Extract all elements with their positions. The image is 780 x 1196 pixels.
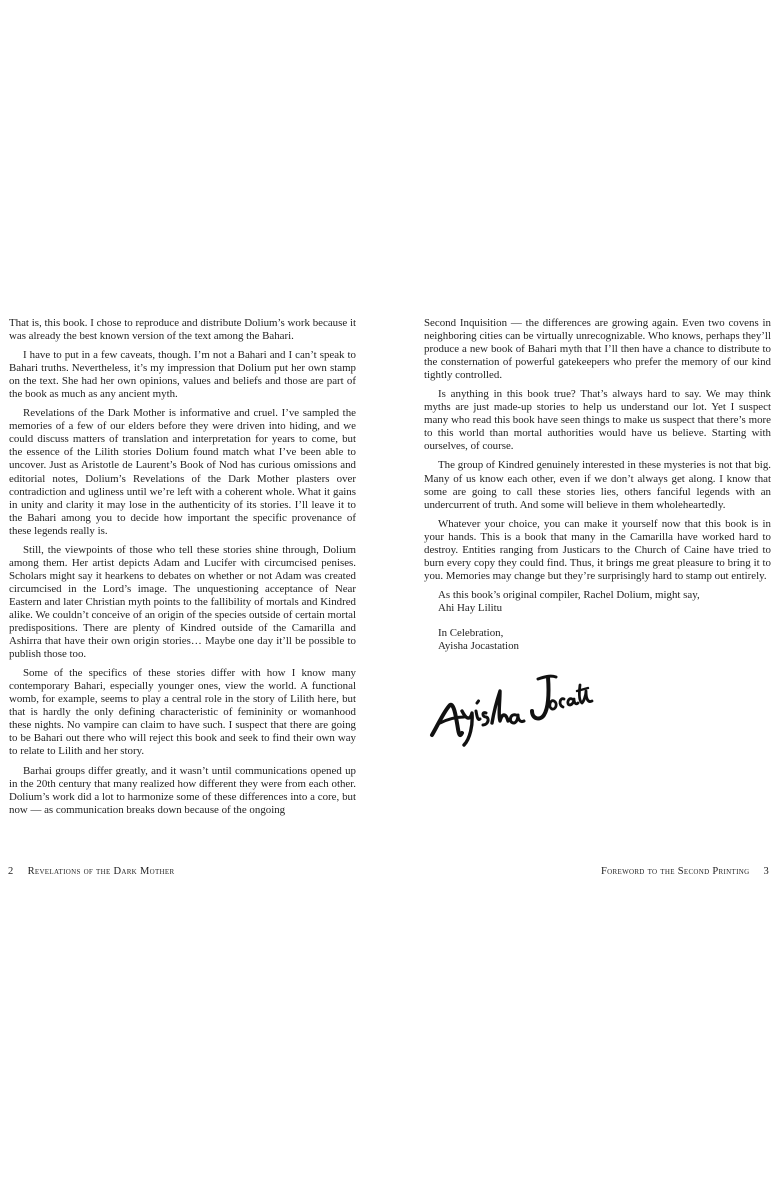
page-number: 2 [8, 866, 14, 877]
signature [426, 655, 596, 747]
paragraph: Some of the specifics of these stories differ with how I know many contemporary Bahari, especially younger ones, view the world. A functional womb, for example, seems to play a central role in the story of Lilith here, but that is hardly the only defining characteristic of femininity or womanhood these nights. No vampire can claim to have such. I suspect that there are going to be Bahari out there who will reject this book and seek to find their own way to relate to Lilith and her story. [9, 667, 356, 758]
paragraph: Is anything in this book true? That’s always hard to say. We may think myths are just made-up stories to help us understand our lot. Yet I suspect many who read this book have seen things to make us suspect that there’s more to this world than mortal authorities would have us believe. Starting with ourselves, of course. [424, 388, 771, 453]
paragraph-continuation: Second Inquisition — the differences are growing again. Even two covens in neighboring cities can be virtually unrecognizable. Who knows, perhaps they’ll produce a new book of Bahari myth that I’ll then have a chance to distribute to the consternation of powerful gatekeepers who prefer the memory of our kind tightly controlled. [424, 317, 771, 382]
paragraph: Still, the viewpoints of those who tell these stories shine through, Dolium among them. Her artist depicts Adam and Lucifer with circumcised penises. Scholars might say it hearkens to debates on whether or not Adam was created circumcised in the Lord’s image. The unquestioning acceptance of Near Eastern and later Christian myth points to the fallibility of mortals and Kindred alike. We couldn’t conceive of an origin of the species outside of certain mortal predispositions. There are plenty of Kindred outside of the Camarilla and Ashirra that have their own origin stories… Maybe one day it’ll be possible to publish those too. [9, 543, 356, 661]
left-page-footer [8, 866, 174, 877]
left-page-text [9, 317, 356, 823]
paragraph: The group of Kindred genuinely interested in these mysteries is not that big. Many of us know each other, even if we don’t always get along. I know that some are going to call these stories lies, others fanciful legends with an undercurrent of truth. And some will believe in them wholeheartedly. [424, 459, 771, 511]
right-page-text [424, 317, 771, 747]
paragraph: That is, this book. I chose to reproduce and distribute Dolium’s work because it was already the best known version of the text among the Bahari. [9, 317, 356, 343]
running-head: Revelations of the Dark Mother [27, 866, 175, 877]
closing-phrase: Ahi Hay Lilitu [438, 601, 503, 614]
running-head: Foreword to the Second Printing [601, 866, 750, 877]
paragraph: Whatever your choice, you can make it yourself now that this book is in your hands. This is a book that many in the Camarilla have worked hard to destroy. Entities ranging from Justicars to the Church of Caine have tried to burn every copy they could find. Thus, it brings me great pleasure to bring it to you. Memories may change but they’re surprisingly hard to stamp out entirely. [424, 517, 771, 582]
paragraph: Barhai groups differ greatly, and it wasn’t until communications opened up in the 20th century that many realized how different they were from each other. Dolium’s work did a lot to harmonize some of these differences into a core, but now — as communication breaks down because of the ongoing [9, 764, 356, 816]
closing-line: In Celebration, [438, 626, 504, 639]
paragraph: Revelations of the Dark Mother is informative and cruel. I’ve sampled the memories of a few of our elders before they were driven into hiding, and we could discuss matters of translation and interpretation for years to come, but the essence of the Lilith stories Dolium found match what I’ve been able to uncover. Just as Aristotle de Laurent’s Book of Nod has curious omissions and editorial notes, Dolium’s Revelations of the Dark Mother plasters over contradiction and ugliness until we’re left with a coherent whole. What it gains in unity and clarity it may lose in the authenticity of its stories. I’ll leave it to the Bahari among you to decide how important the specific provenance of these legends really is. [9, 407, 356, 537]
right-page-footer [601, 866, 769, 877]
attribution-line: As this book’s original compiler, Rachel Dolium, might say, [438, 588, 700, 601]
paragraph: I have to put in a few caveats, though. I’m not a Bahari and I can’t speak to Bahari truths. Nevertheless, it’s my impression that Dolium put her own stamp on the text. She had her own opinions, values and beliefs and those are part of the book as much as any ancient myth. [9, 349, 356, 401]
author-name: Ayisha Jocastation [438, 640, 519, 653]
page-number: 3 [763, 866, 769, 877]
